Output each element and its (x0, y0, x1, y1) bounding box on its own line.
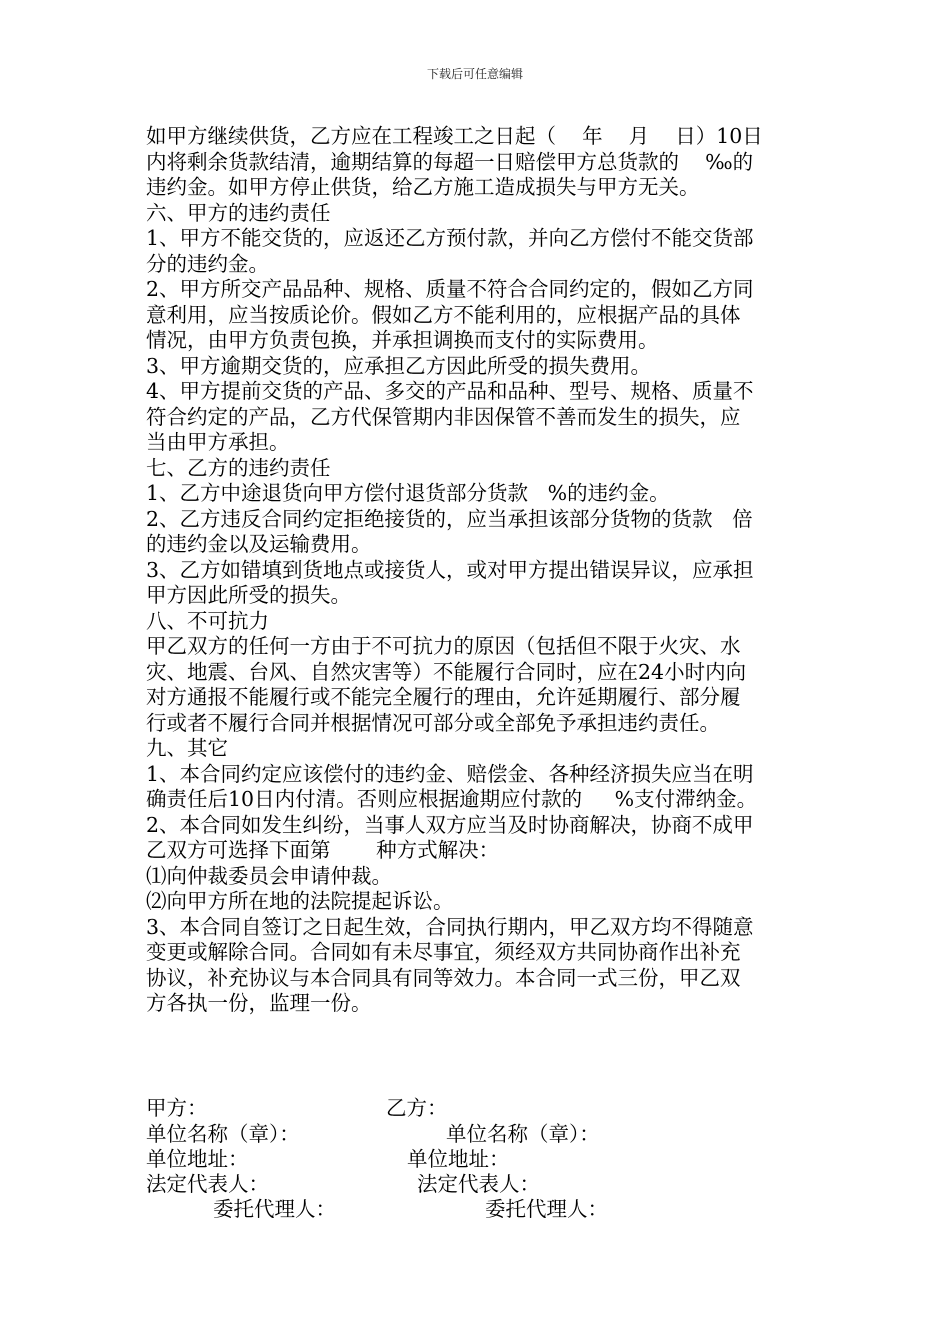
body-line: 的违约金以及运输费用。 (146, 532, 372, 556)
body-line: 意利用，应当按质论价。假如乙方不能利用的，应根据产品的具体 (146, 302, 741, 327)
party-b-label: 乙方： (386, 1096, 448, 1120)
body-line: 1、甲方不能交货的，应返还乙方预付款，并向乙方偿付不能交货部 (146, 226, 754, 250)
agent-a-label: 委托代理人： (213, 1197, 336, 1221)
body-line: 违约金。如甲方停止供货，给乙方施工造成损失与甲方无关。 (146, 175, 700, 199)
body-line: 2、甲方所交产品品种、规格、质量不符合合同约定的，假如乙方同 (146, 277, 754, 301)
body-line: 3、甲方逾期交货的，应承担乙方因此所受的损失费用。 (146, 353, 652, 378)
body-line: 2、本合同如发生纠纷，当事人双方应当及时协商解决，协商不成甲 (146, 812, 754, 837)
body-line: 灾、地震、台风、自然灾害等）不能履行合同时，应在24小时内向 (146, 659, 747, 684)
body-line: 2、乙方违反合同约定拒绝接货的，应当承担该部分货物的货款 倍 (146, 506, 753, 531)
body-line: 六、甲方的违约责任 (146, 200, 331, 225)
agent-b-label: 委托代理人： (485, 1197, 608, 1221)
body-line: 3、本合同自签订之日起生效，合同执行期内，甲乙双方均不得随意 (146, 914, 754, 939)
body-line: 变更或解除合同。合同如有未尽事宜，须经双方共同协商作出补充 (146, 940, 741, 964)
body-line: ⑵向甲方所在地的法院提起诉讼。 (146, 889, 454, 913)
unit-address-b-label: 单位地址： (407, 1147, 510, 1171)
page-header-note: 下载后可任意编辑 (426, 67, 523, 81)
body-line: 分的违约金。 (146, 251, 269, 276)
body-line: 方各执一份，监理一份。 (146, 991, 372, 1015)
unit-name-a-label: 单位名称（章）： (146, 1122, 300, 1146)
body-line: 内将剩余货款结清，逾期结算的每超一日赔偿甲方总货款的 ‰的 (146, 149, 754, 174)
body-line: 乙双方可选择下面第 种方式解决： (146, 838, 500, 862)
body-line: 甲方因此所受的损失。 (146, 583, 351, 607)
body-line: 1、乙方中途退货向甲方偿付退货部分货款 %的违约金。 (146, 481, 670, 505)
body-line: 协议，补充协议与本合同具有同等效力。本合同一式三份，甲乙双 (146, 965, 741, 990)
unit-name-b-label: 单位名称（章）： (446, 1122, 600, 1146)
contract-body (146, 124, 816, 1017)
legal-rep-b-label: 法定代表人： (417, 1172, 540, 1196)
body-line: 符合约定的产品，乙方代保管期内非因保管不善而发生的损失，应 (146, 404, 741, 429)
body-line: 八、不可抗力 (146, 608, 269, 633)
body-line: 确责任后10日内付清。否则应根据逾期应付款的 %支付滞纳金。 (146, 787, 758, 811)
body-line: 3、乙方如错填到货地点或接货人，或对甲方提出错误异议，应承担 (146, 557, 754, 582)
unit-address-a-label: 单位地址： (146, 1147, 249, 1171)
body-line: 如甲方继续供货，乙方应在工程竣工之日起（ 年 月 日）10日 (146, 124, 763, 148)
party-a-label: 甲方： (146, 1096, 208, 1120)
body-line: 七、乙方的违约责任 (146, 455, 331, 480)
body-line: 九、其它 (146, 736, 228, 760)
body-line: ⑴向仲裁委员会申请仲裁。 (146, 863, 392, 888)
body-line: 情况，由甲方负责包换，并承担调换而支付的实际费用。 (146, 328, 659, 352)
body-line: 甲乙双方的任何一方由于不可抗力的原因（包括但不限于火灾、水 (146, 634, 741, 658)
body-line: 4、甲方提前交货的产品、多交的产品和品种、型号、规格、质量不 (146, 379, 754, 403)
body-line: 当由甲方承担。 (146, 430, 290, 454)
body-line: 行或者不履行合同并根据情况可部分或全部免予承担违约责任。 (146, 710, 720, 735)
legal-rep-a-label: 法定代表人： (146, 1172, 269, 1196)
body-line: 对方通报不能履行或不能完全履行的理由，允许延期履行、部分履 (146, 685, 741, 709)
body-line: 1、本合同约定应该偿付的违约金、赔偿金、各种经济损失应当在明 (146, 761, 754, 786)
